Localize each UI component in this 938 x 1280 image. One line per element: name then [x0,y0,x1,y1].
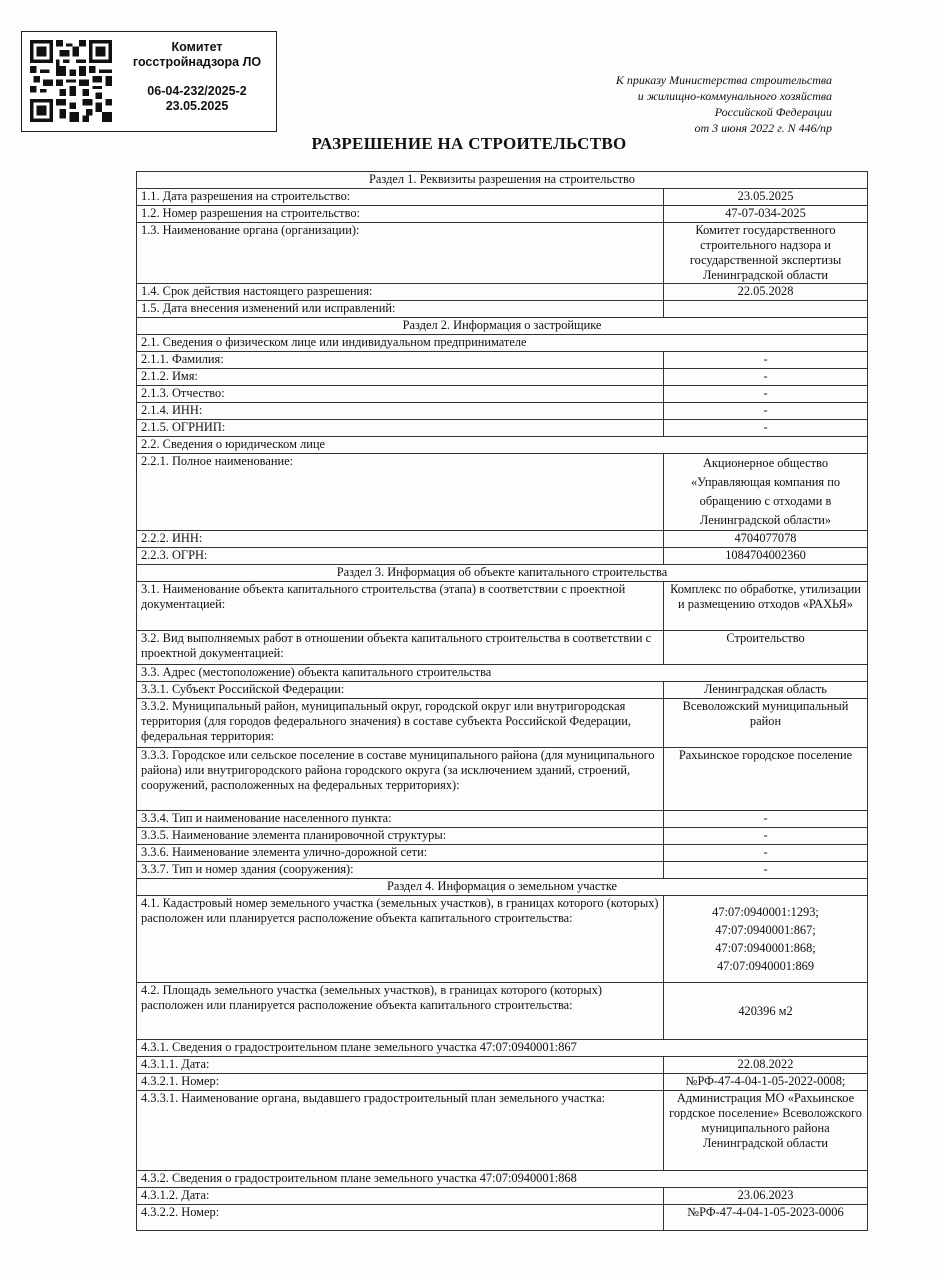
field-value: №РФ-47-4-04-1-05-2023-0006 [664,1205,868,1231]
field-label: 2.1.1. Фамилия: [137,352,664,369]
field-value: Комплекс по обработке, утилизации и размещению отходов «РАХЬЯ» [664,582,868,631]
field-value: - [664,420,868,437]
field-value: 4704077078 [664,531,868,548]
table-row [137,631,868,665]
field-label: 3.3.1. Субъект Российской Федерации: [137,682,664,699]
field-label: 1.2. Номер разрешения на строительство: [137,206,664,223]
field-label: 3.2. Вид выполняемых работ в отношении объекта капитального строительства в соответствии с проектной документацией: [137,631,664,665]
subsection-title: 2.2. Сведения о юридическом лице [137,437,868,454]
table-row [137,1171,868,1188]
field-label: 1.4. Срок действия настоящего разрешения: [137,284,664,301]
field-value: Ленинградская область [664,682,868,699]
table-row [137,845,868,862]
section-title: Раздел 2. Информация о застройщике [137,318,868,335]
field-value [664,301,868,318]
registration-stamp [21,31,277,132]
section-header-row [137,172,868,189]
table-row [137,206,868,223]
field-value: 23.06.2023 [664,1188,868,1205]
section-title: Раздел 4. Информация о земельном участке [137,879,868,896]
field-label: 4.2. Площадь земельного участка (земельных участков), в границах которого (которых) расположен или планируется расположение объекта капитального строительства: [137,983,664,1040]
qr-code-icon [30,40,112,122]
table-row [137,896,868,983]
field-label: 1.3. Наименование органа (организации): [137,223,664,284]
order-ref-line: от 3 июня 2022 г. N 446/пр [694,121,832,135]
field-label: 3.3.4. Тип и наименование населенного пункта: [137,811,664,828]
table-row [137,682,868,699]
table-row [137,1040,868,1057]
table-row [137,1057,868,1074]
table-row [137,862,868,879]
field-label: 3.3.3. Городское или сельское поселение в составе муниципального района (для муниципального района) или внутригородского района городского округа (за исключением зданий, строений, сооружений, расположенных на федеральных территориях): [137,748,664,811]
table-row [137,811,868,828]
section-title: Раздел 3. Информация об объекте капитального строительства [137,565,868,582]
field-label: 2.2.2. ИНН: [137,531,664,548]
field-label: 1.1. Дата разрешения на строительство: [137,189,664,206]
subsection-title: 3.3. Адрес (местоположение) объекта капитального строительства [137,665,868,682]
field-value: - [664,369,868,386]
table-row [137,420,868,437]
table-row [137,335,868,352]
table-row [137,582,868,631]
document-title: РАЗРЕШЕНИЕ НА СТРОИТЕЛЬСТВО [311,134,627,153]
table-row [137,665,868,682]
field-label: 4.1. Кадастровый номер земельного участка (земельных участков), в границах которого (которых) расположен или планируется расположение объекта капитального строительства: [137,896,664,983]
subsection-title: 2.1. Сведения о физическом лице или индивидуальном предпринимателе [137,335,868,352]
table-row [137,284,868,301]
field-label: 2.2.3. ОГРН: [137,548,664,565]
field-value: Рахьинское городское поселение [664,748,868,811]
field-label: 2.2.1. Полное наименование: [137,454,664,531]
field-value: - [664,403,868,420]
field-value: - [664,811,868,828]
field-value: 22.05.2028 [664,284,868,301]
field-value: 22.08.2022 [664,1057,868,1074]
field-value: - [664,862,868,879]
field-label: 2.1.5. ОГРНИП: [137,420,664,437]
table-row [137,223,868,284]
field-value: 23.05.2025 [664,189,868,206]
field-label: 4.3.2.1. Номер: [137,1074,664,1091]
table-row [137,548,868,565]
field-value: 1084704002360 [664,548,868,565]
table-row [137,699,868,748]
table-row [137,828,868,845]
field-label: 3.3.6. Наименование элемента улично-дорожной сети: [137,845,664,862]
field-value: 420396 м2 [664,983,868,1040]
stamp-org-line2: госстройнадзора ЛО [132,55,262,69]
order-ref-line: и жилищно-коммунального хозяйства [637,89,832,103]
field-label: 3.3.2. Муниципальный район, муниципальный округ, городской округ или внутригородская территория (для городов федерального значения) в составе субъекта Российской Федерации, федеральная территория: [137,699,664,748]
table-row [137,1188,868,1205]
field-label: 4.3.2.2. Номер: [137,1205,664,1231]
table-row [137,386,868,403]
stamp-reg-date: 23.05.2025 [165,99,229,113]
field-value: - [664,386,868,403]
field-label: 2.1.2. Имя: [137,369,664,386]
table-row [137,437,868,454]
permit-form-table [136,171,868,1231]
field-value: Администрация МО «Рахьинское гордское поселение» Всеволожского муниципального района Ленинградской области [664,1091,868,1171]
field-label: 1.5. Дата внесения изменений или исправлений: [137,301,664,318]
table-row [137,454,868,531]
table-row [137,531,868,548]
order-reference [532,72,832,136]
order-ref-line: Российской Федерации [714,105,832,119]
field-label: 4.3.1.1. Дата: [137,1057,664,1074]
field-label: 3.3.7. Тип и номер здания (сооружения): [137,862,664,879]
field-value: - [664,845,868,862]
section-header-row [137,565,868,582]
table-row [137,1091,868,1171]
field-label: 2.1.3. Отчество: [137,386,664,403]
field-label: 3.1. Наименование объекта капитального строительства (этапа) в соответствии с проектной документацией: [137,582,664,631]
section-header-row [137,318,868,335]
order-ref-line: К приказу Министерства строительства [615,73,832,87]
field-value: Акционерное общество «Управляющая компания по обращению с отходами в Ленинградской области» [664,454,868,531]
field-value: 47-07-034-2025 [664,206,868,223]
section-header-row [137,879,868,896]
field-value: Комитет государственного строительного надзора и государственной экспертизы Ленинградской области [664,223,868,284]
field-value: Всеволожский муниципальный район [664,699,868,748]
field-value: 47:07:0940001:1293; 47:07:0940001:867; 47:07:0940001:868; 47:07:0940001:869 [664,896,868,983]
field-label: 4.3.3.1. Наименование органа, выдавшего градостроительный план земельного участка: [137,1091,664,1171]
field-value: Строительство [664,631,868,665]
table-row [137,369,868,386]
stamp-reg-number: 06-04-232/2025-2 [147,84,247,98]
field-value: - [664,828,868,845]
table-row [137,983,868,1040]
table-row [137,189,868,206]
table-row [137,352,868,369]
field-value: - [664,352,868,369]
field-value: №РФ-47-4-04-1-05-2022-0008; [664,1074,868,1091]
field-label: 4.3.1.2. Дата: [137,1188,664,1205]
field-label: 3.3.5. Наименование элемента планировочной структуры: [137,828,664,845]
table-row [137,748,868,811]
section-title: Раздел 1. Реквизиты разрешения на строительство [137,172,868,189]
table-row [137,301,868,318]
table-row [137,1074,868,1091]
table-row [137,403,868,420]
subsection-title: 4.3.1. Сведения о градостроительном плане земельного участка 47:07:0940001:867 [137,1040,868,1057]
table-row [137,1205,868,1231]
field-label: 2.1.4. ИНН: [137,403,664,420]
stamp-org-line1: Комитет [171,40,223,54]
subsection-title: 4.3.2. Сведения о градостроительном плане земельного участка 47:07:0940001:868 [137,1171,868,1188]
